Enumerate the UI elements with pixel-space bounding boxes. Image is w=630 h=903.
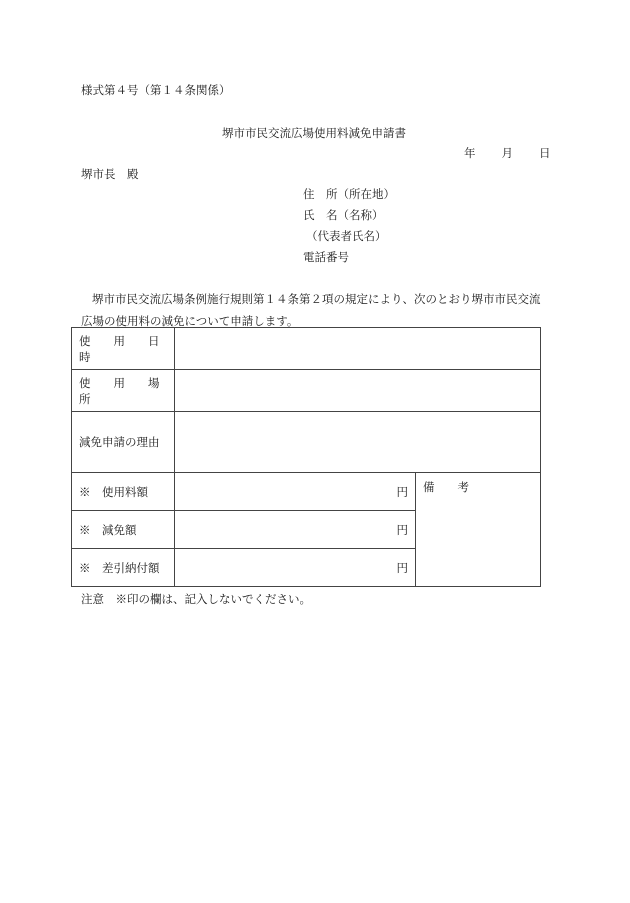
exemption-reason-field[interactable] bbox=[175, 412, 541, 473]
remarks-label: 備 考 bbox=[423, 480, 469, 494]
usage-fee-label: ※ 使用料額 bbox=[72, 473, 175, 511]
usage-fee-field[interactable] bbox=[175, 473, 416, 511]
table-row bbox=[72, 473, 541, 511]
applicant-phone-label: 電話番号 bbox=[303, 250, 349, 264]
addressee: 堺市長 殿 bbox=[81, 167, 139, 181]
net-payment-label: ※ 差引納付額 bbox=[72, 549, 175, 587]
table-row bbox=[72, 370, 541, 412]
table-row bbox=[72, 328, 541, 370]
applicant-representative-label: （代表者氏名） bbox=[306, 229, 387, 243]
application-table bbox=[71, 327, 541, 587]
yen-unit: 円 bbox=[396, 484, 408, 499]
applicant-name-label: 氏 名（名称） bbox=[303, 208, 384, 222]
date-month: 月 bbox=[501, 146, 513, 160]
date-line bbox=[464, 146, 551, 160]
net-payment-field[interactable] bbox=[175, 549, 416, 587]
yen-unit: 円 bbox=[396, 522, 408, 537]
document-title: 堺市市民交流広場使用料減免申請書 bbox=[222, 126, 406, 140]
usage-datetime-label: 使 用 日 時 bbox=[72, 328, 175, 370]
exemption-amount-field[interactable] bbox=[175, 511, 416, 549]
usage-place-label: 使 用 場 所 bbox=[72, 370, 175, 412]
table-row bbox=[72, 412, 541, 473]
yen-unit: 円 bbox=[396, 560, 408, 575]
applicant-address-label: 住 所（所在地） bbox=[303, 187, 395, 201]
remarks-field[interactable] bbox=[416, 473, 541, 587]
usage-place-field[interactable] bbox=[175, 370, 541, 412]
exemption-amount-label: ※ 減免額 bbox=[72, 511, 175, 549]
application-statement: 堺市市民交流広場条例施行規則第１４条第２項の規定により、次のとおり堺市市民交流広場の使用料の減免について申請します。 bbox=[81, 292, 541, 328]
exemption-reason-label: 減免申請の理由 bbox=[72, 412, 175, 473]
date-day: 日 bbox=[539, 146, 551, 160]
form-number: 様式第４号（第１４条関係） bbox=[81, 83, 231, 97]
footer-note: 注意 ※印の欄は、記入しないでください。 bbox=[81, 592, 311, 606]
usage-datetime-field[interactable] bbox=[175, 328, 541, 370]
date-year: 年 bbox=[464, 146, 476, 160]
